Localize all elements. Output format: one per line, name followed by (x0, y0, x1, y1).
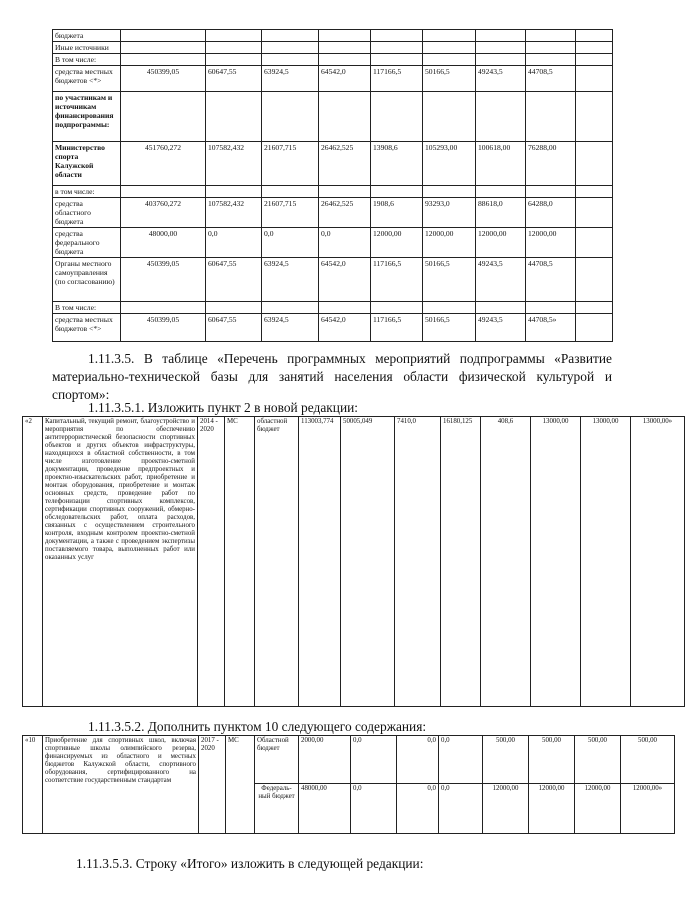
value-cell (576, 92, 613, 142)
value-cell: 105293,00 (423, 142, 476, 186)
value-cell: 49243,5 (476, 258, 526, 302)
value-cell: 63924,5 (262, 314, 319, 342)
value-cell: 0,0 (206, 228, 262, 258)
item-description: Капитальный, текущий ремонт, благоустройство и мероприятия по обеспечению антитеррористической безопасности спортивных объектов и других объектов инфраструктуры, находящихся в областной собственности, в том числе изготовление проектно-сметной документации, проведение предпроектных и проектно-изыскательских работ, приобретение и монтаж оборудования, приобретение и монтаж основных средств, проведение работ по телефонизации спортивных комплексов, сертификации спортивных сооружений, обмерно-обследовательских работ, оплата расходов, связанных с осуществлением строительного контроля, входным контролем проектно-сметной документации, а также с проведением экспертизы поставляемого товара, выполненных работ или оказанных услуг (43, 417, 198, 707)
value-cell (121, 302, 206, 314)
value-cell: 50005,049 (341, 417, 395, 707)
table-row (53, 302, 613, 314)
value-cell: 0,0 (351, 736, 397, 784)
value-cell: 93293,0 (423, 198, 476, 228)
value-cell (319, 30, 371, 42)
value-cell: 44708,5» (526, 314, 576, 342)
value-cell: 26462,525 (319, 142, 371, 186)
value-cell: 12000,00 (529, 784, 575, 834)
value-cell (319, 92, 371, 142)
table-row (53, 54, 613, 66)
row-label: Иные источники (53, 42, 121, 54)
value-cell (262, 302, 319, 314)
value-cell: 13000,00 (531, 417, 581, 707)
value-cell (576, 66, 613, 92)
value-cell (576, 198, 613, 228)
value-cell (319, 302, 371, 314)
value-cell (576, 30, 613, 42)
value-cell: 13000,00 (581, 417, 631, 707)
value-cell (476, 92, 526, 142)
value-cell: 0,0 (351, 784, 397, 834)
value-cell (371, 92, 423, 142)
value-cell (262, 42, 319, 54)
value-cell (576, 54, 613, 66)
table-row (53, 258, 613, 302)
value-cell (262, 30, 319, 42)
item-executor: МС (225, 417, 255, 707)
value-cell: 107582,432 (206, 198, 262, 228)
value-cell: 50166,5 (423, 314, 476, 342)
value-cell (121, 42, 206, 54)
value-cell (476, 302, 526, 314)
value-cell (476, 186, 526, 198)
value-cell (526, 302, 576, 314)
table-row (53, 198, 613, 228)
table-row (53, 92, 613, 142)
value-cell: 500,00 (529, 736, 575, 784)
row-label: средства федерального бюджета (53, 228, 121, 258)
value-cell (526, 42, 576, 54)
value-cell: 12000,00 (483, 784, 529, 834)
value-cell: 60647,55 (206, 314, 262, 342)
value-cell: 0,0 (397, 784, 439, 834)
value-cell (262, 92, 319, 142)
value-cell (423, 54, 476, 66)
value-cell: 50166,5 (423, 258, 476, 302)
value-cell: 117166,5 (371, 66, 423, 92)
value-cell (423, 42, 476, 54)
value-cell: 451760,272 (121, 142, 206, 186)
program-item-2-table (22, 416, 685, 707)
value-cell: 12000,00» (621, 784, 675, 834)
value-cell (206, 92, 262, 142)
paragraph-1-11-3-5-1: 1.11.3.5.1. Изложить пункт 2 в новой редакции: (88, 400, 359, 415)
value-cell: 500,00 (575, 736, 621, 784)
value-cell: 64542,0 (319, 66, 371, 92)
row-label: В том числе: (53, 54, 121, 66)
item-years: 2014 - 2020 (198, 417, 225, 707)
value-cell (476, 30, 526, 42)
value-cell (206, 186, 262, 198)
value-cell: 12000,00 (476, 228, 526, 258)
table-row (53, 66, 613, 92)
value-cell: 408,6 (481, 417, 531, 707)
value-cell (121, 54, 206, 66)
value-cell: 12000,00 (423, 228, 476, 258)
value-cell: 1908,6 (371, 198, 423, 228)
row-label: средства местных бюджетов <*> (53, 314, 121, 342)
value-cell: 450399,05 (121, 66, 206, 92)
table-row (53, 314, 613, 342)
value-cell (206, 54, 262, 66)
value-cell (526, 92, 576, 142)
value-cell: 2000,00 (299, 736, 351, 784)
value-cell (476, 54, 526, 66)
value-cell (526, 30, 576, 42)
value-cell: 0,0 (397, 736, 439, 784)
value-cell: 63924,5 (262, 258, 319, 302)
value-cell (319, 54, 371, 66)
table-row (53, 186, 613, 198)
value-cell (576, 142, 613, 186)
value-cell (576, 314, 613, 342)
value-cell: 0,0 (262, 228, 319, 258)
value-cell: 49243,5 (476, 314, 526, 342)
paragraph-1-11-3-5-2: 1.11.3.5.2. Дополнить пунктом 10 следующего содержания: (88, 719, 427, 734)
value-cell: 76288,00 (526, 142, 576, 186)
item-source: областной бюджет (255, 417, 299, 707)
value-cell (371, 42, 423, 54)
value-cell: 49243,5 (476, 66, 526, 92)
value-cell: 21607,715 (262, 198, 319, 228)
item-years: 2017 - 2020 (199, 736, 226, 834)
value-cell: 48000,00 (299, 784, 351, 834)
program-item-10-table (22, 735, 675, 834)
value-cell (423, 30, 476, 42)
value-cell (319, 186, 371, 198)
value-cell: 88618,0 (476, 198, 526, 228)
row-label: в том числе: (53, 186, 121, 198)
value-cell: 500,00 (483, 736, 529, 784)
value-cell (206, 30, 262, 42)
value-cell: 0,0 (439, 736, 483, 784)
item-executor: МС (226, 736, 255, 834)
table-row (53, 228, 613, 258)
row-label: средства местных бюджетов <*> (53, 66, 121, 92)
value-cell (476, 42, 526, 54)
value-cell (371, 302, 423, 314)
value-cell: 50166,5 (423, 66, 476, 92)
value-cell: 100618,00 (476, 142, 526, 186)
value-cell: 113003,774 (299, 417, 341, 707)
value-cell: 117166,5 (371, 314, 423, 342)
value-cell: 63924,5 (262, 66, 319, 92)
table-row (53, 42, 613, 54)
row-label: В том числе: (53, 302, 121, 314)
value-cell (206, 42, 262, 54)
row-label: Органы местного самоуправления (по согласованию) (53, 258, 121, 302)
value-cell (371, 30, 423, 42)
value-cell (121, 92, 206, 142)
item-number: «10 (23, 736, 43, 834)
value-cell (576, 186, 613, 198)
value-cell (423, 92, 476, 142)
value-cell: 64542,0 (319, 314, 371, 342)
value-cell (576, 258, 613, 302)
paragraph-1-11-3-5-3: 1.11.3.5.3. Строку «Итого» изложить в следующей редакции: (76, 856, 424, 871)
value-cell (576, 228, 613, 258)
value-cell: 44708,5 (526, 258, 576, 302)
value-cell: 0,0 (319, 228, 371, 258)
value-cell (576, 42, 613, 54)
value-cell: 107582,432 (206, 142, 262, 186)
value-cell: 450399,05 (121, 258, 206, 302)
row-label: средства областного бюджета (53, 198, 121, 228)
value-cell (423, 302, 476, 314)
row-label: Министерство спорта Калужской области (53, 142, 121, 186)
item-number: «2 (23, 417, 43, 707)
value-cell: 60647,55 (206, 66, 262, 92)
item-source: Областной бюджет (255, 736, 299, 784)
value-cell: 403760,272 (121, 198, 206, 228)
value-cell: 500,00 (621, 736, 675, 784)
value-cell (121, 30, 206, 42)
value-cell (371, 54, 423, 66)
value-cell: 64288,0 (526, 198, 576, 228)
value-cell: 13000,00» (631, 417, 685, 707)
value-cell (526, 54, 576, 66)
value-cell: 7410,0 (395, 417, 441, 707)
value-cell: 60647,55 (206, 258, 262, 302)
paragraph-1-11-3-5: 1.11.3.5. В таблице «Перечень программных мероприятий подпрограммы «Развитие материально-технической базы для занятий населения области физической культурой и спортом»: (52, 351, 612, 402)
value-cell: 450399,05 (121, 314, 206, 342)
value-cell (121, 186, 206, 198)
value-cell: 12000,00 (575, 784, 621, 834)
value-cell: 117166,5 (371, 258, 423, 302)
value-cell (262, 186, 319, 198)
value-cell: 16180,125 (441, 417, 481, 707)
item-source: Федераль-ный бюджет (255, 784, 299, 834)
table-row (53, 30, 613, 42)
value-cell (526, 186, 576, 198)
value-cell: 12000,00 (526, 228, 576, 258)
value-cell: 0,0 (439, 784, 483, 834)
value-cell: 48000,00 (121, 228, 206, 258)
value-cell (423, 186, 476, 198)
value-cell (262, 54, 319, 66)
value-cell: 13908,6 (371, 142, 423, 186)
value-cell (319, 42, 371, 54)
value-cell: 26462,525 (319, 198, 371, 228)
value-cell: 12000,00 (371, 228, 423, 258)
value-cell (576, 302, 613, 314)
row-label: бюджета (53, 30, 121, 42)
table-row (53, 142, 613, 186)
item-description: Приобретение для спортивных школ, включая спортивные школы олимпийского резерва, финансируемых из областного и местных бюджетов Калужской области, спортивного оборудования, сертифицированного на соответствие государственным стандартам (43, 736, 199, 834)
value-cell: 64542,0 (319, 258, 371, 302)
value-cell: 21607,715 (262, 142, 319, 186)
value-cell: 44708,5 (526, 66, 576, 92)
row-label: по участникам и источникам финансирования подпрограммы: (53, 92, 121, 142)
value-cell (206, 302, 262, 314)
financing-table (52, 29, 613, 342)
value-cell (371, 186, 423, 198)
